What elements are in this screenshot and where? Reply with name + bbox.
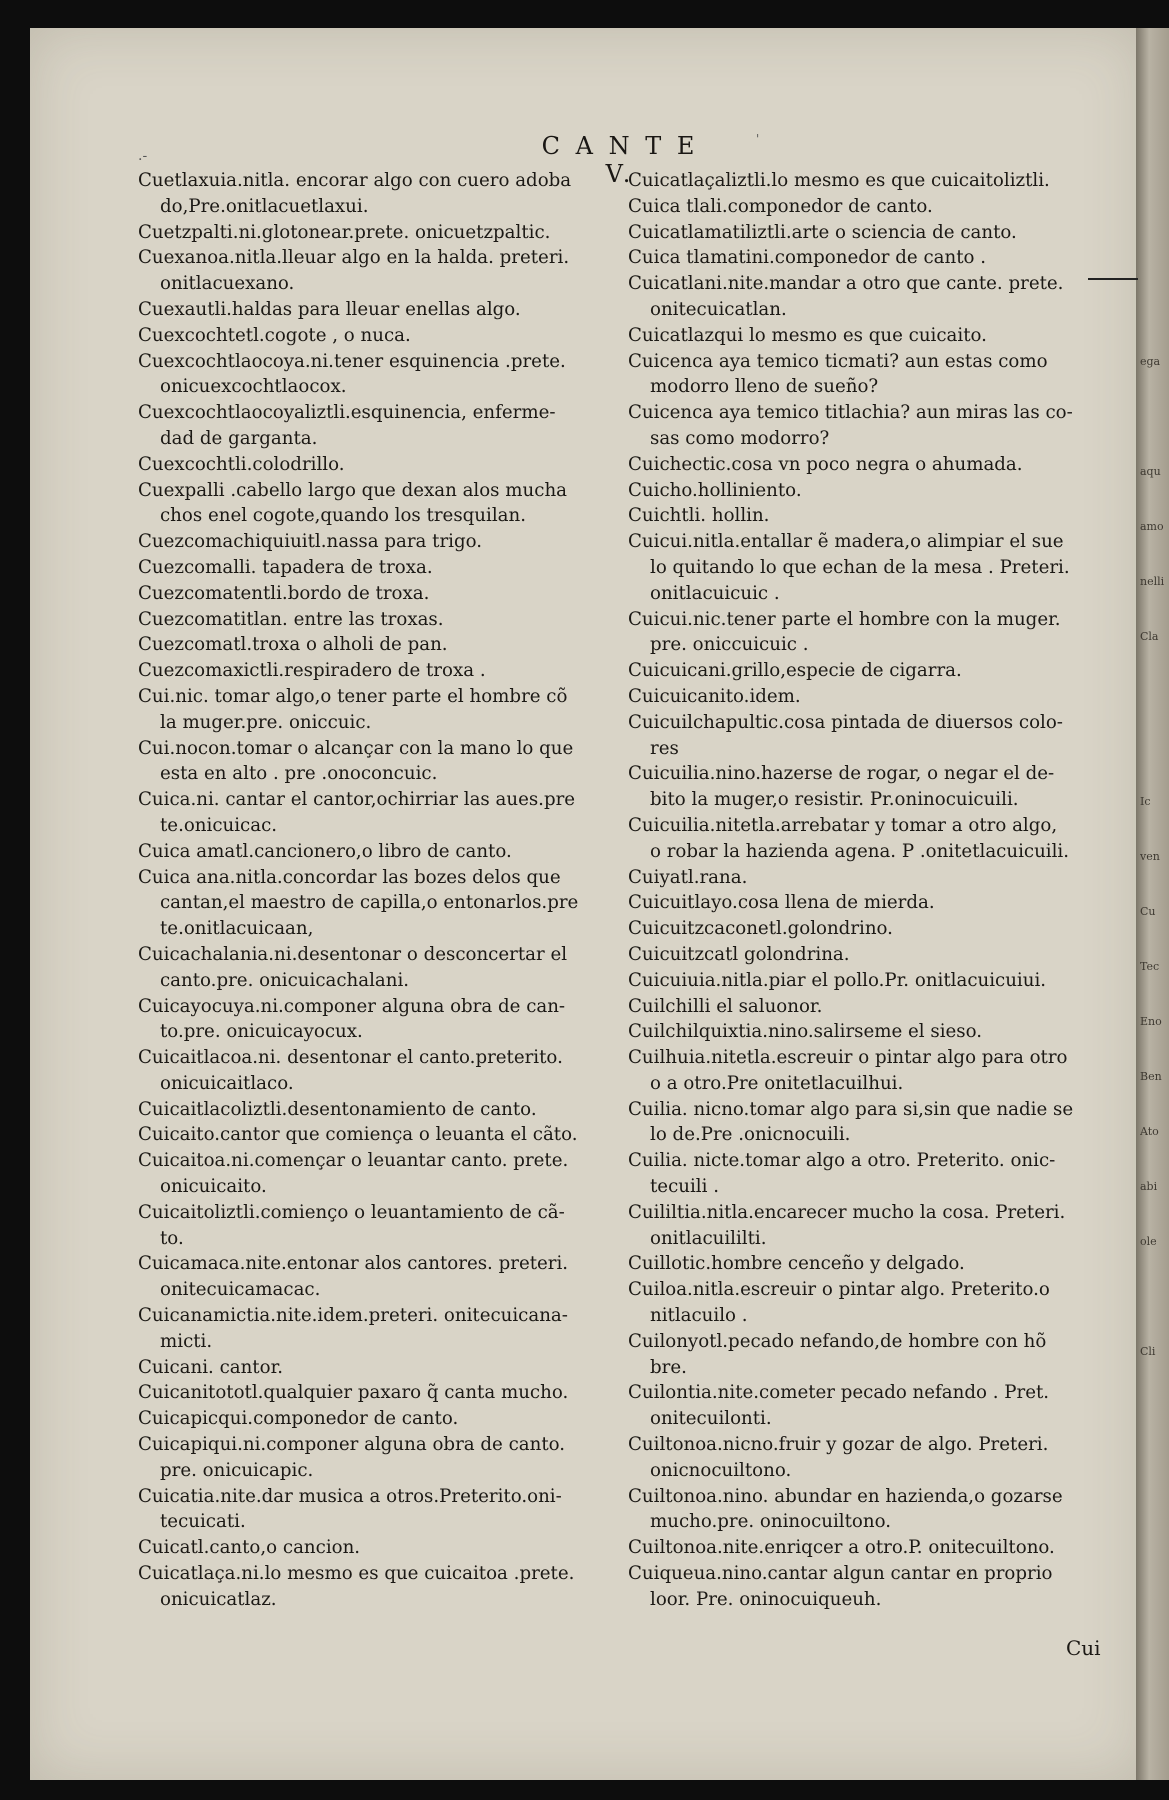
entry-headline: Cuicuilchapultic.cosa pintada de diuersos colo-	[628, 711, 1063, 733]
entry-continuation: tecuicati.	[160, 1511, 246, 1533]
dictionary-entry	[628, 1019, 1108, 1045]
entry-headline: Cuicuitzcaconetl.golondrino.	[628, 918, 893, 940]
entry-headline: Cuiltonoa.nicno.fruir y gozar de algo. Preteri.	[628, 1434, 1049, 1456]
entry-continuation: te.onicuicac.	[160, 814, 278, 836]
right-column	[628, 168, 1108, 1613]
entry-headline: Cuica.ni. cantar el cantor,ochirriar las aues.pre	[138, 789, 576, 811]
dictionary-entry	[628, 503, 1108, 529]
edge-fragment: ole	[1140, 1235, 1157, 1248]
entry-headline: Cuilontia.nite.cometer pecado nefando . Pret.	[628, 1382, 1050, 1404]
entry-headline: Cuilia. nicte.tomar algo a otro. Preterito. onic-	[628, 1150, 1056, 1172]
entry-headline: Cuicuitlayo.cosa llena de mierda.	[628, 892, 935, 914]
entry-headline: Cuezcomaxictli.respiradero de troxa .	[138, 660, 486, 682]
dictionary-entry	[138, 452, 618, 478]
edge-fragment: aqu	[1140, 465, 1161, 478]
dictionary-entry	[628, 1277, 1108, 1329]
entry-continuation: do,Pre.onitlacuetlaxui.	[160, 195, 369, 217]
entry-headline: Cuililtia.nitla.encarecer mucho la cosa. Preteri.	[628, 1201, 1066, 1223]
entry-continuation: to.pre. onicuicayocux.	[160, 1021, 363, 1043]
catchword: Cui	[1066, 1636, 1101, 1660]
dictionary-entry	[138, 839, 618, 865]
dictionary-entry	[628, 1561, 1108, 1613]
edge-fragment: Eno	[1140, 1015, 1162, 1028]
dictionary-entry	[138, 1484, 618, 1536]
entry-continuation: lo de.Pre .onicnocuili.	[650, 1124, 851, 1146]
dictionary-entry	[628, 658, 1108, 684]
entry-headline: Cuicatlazqui lo mesmo es que cuicaito.	[628, 324, 987, 346]
entry-headline: Cuicatlani.nite.mandar a otro que cante. prete.	[628, 273, 1064, 295]
dictionary-entry	[138, 1251, 618, 1303]
left-column	[138, 168, 618, 1613]
dictionary-entry	[628, 1097, 1108, 1149]
entry-headline: Cuica tlali.componedor de canto.	[628, 195, 933, 217]
margin-dash-mark	[1088, 278, 1138, 280]
edge-fragment: nelli	[1140, 575, 1165, 588]
edge-fragment: ega	[1140, 355, 1161, 368]
entry-continuation: modorro lleno de sueño?	[650, 376, 879, 398]
dictionary-entry	[628, 220, 1108, 246]
dictionary-entry	[628, 994, 1108, 1020]
dictionary-entry	[138, 1122, 618, 1148]
entry-continuation: onicuicaitlaco.	[160, 1072, 294, 1094]
edge-fragment: Cli	[1140, 1345, 1156, 1358]
dictionary-entry	[628, 245, 1108, 271]
entry-continuation: o a otro.Pre onitetlacuilhui.	[650, 1072, 904, 1094]
entry-headline: Cuicui.nic.tener parte el hombre con la muger.	[628, 608, 1061, 630]
entry-continuation: nitlacuilo .	[650, 1305, 748, 1327]
entry-headline: Cuilchilli el saluonor.	[628, 995, 823, 1017]
dictionary-entry	[628, 271, 1108, 323]
edge-fragment: Ben	[1140, 1070, 1162, 1083]
entry-headline: Cuicani. cantor.	[138, 1356, 284, 1378]
dictionary-entry	[628, 1535, 1108, 1561]
dictionary-entry	[138, 994, 618, 1046]
entry-headline: Cuillotic.hombre cenceño y delgado.	[628, 1253, 965, 1275]
dictionary-entry	[138, 632, 618, 658]
dictionary-entry	[628, 1251, 1108, 1277]
dictionary-entry	[138, 865, 618, 942]
dictionary-entry	[138, 323, 618, 349]
edge-fragment: Ic	[1140, 795, 1151, 808]
entry-headline: Cuexcochtetl.cogote , o nuca.	[138, 324, 411, 346]
entry-headline: Cuicamaca.nite.entonar alos cantores. preteri.	[138, 1253, 569, 1275]
entry-headline: Cuilia. nicno.tomar algo para si,sin que nadie se	[628, 1098, 1074, 1120]
entry-headline: Cuexcochtlaocoya.ni.tener esquinencia .prete.	[138, 350, 566, 372]
dictionary-entry	[138, 1303, 618, 1355]
dictionary-entry	[138, 478, 618, 530]
dictionary-entry	[628, 890, 1108, 916]
dictionary-entry	[628, 710, 1108, 762]
entry-headline: Cuicapiqui.ni.componer alguna obra de canto.	[138, 1434, 566, 1456]
dictionary-entry	[138, 1561, 618, 1613]
dictionary-entry	[628, 968, 1108, 994]
edge-fragment: Cla	[1140, 630, 1159, 643]
entry-headline: Cuexanoa.nitla.lleuar algo en la halda. preteri.	[138, 247, 570, 269]
edge-fragment: ven	[1140, 850, 1160, 863]
entry-headline: Cuicuilia.nitetla.arrebatar y tomar a otro algo,	[628, 814, 1058, 836]
dictionary-entry	[138, 297, 618, 323]
entry-headline: Cuicuicani.grillo,especie de cigarra.	[628, 660, 962, 682]
entry-continuation: onitlacuicuic .	[650, 582, 780, 604]
dictionary-entry	[628, 684, 1108, 710]
entry-headline: Cuicapicqui.componedor de canto.	[138, 1408, 459, 1430]
dictionary-entry	[138, 1045, 618, 1097]
entry-headline: Cuilchilquixtia.nino.salirseme el sieso.	[628, 1021, 983, 1043]
entry-headline: Cuica ana.nitla.concordar las bozes delos que	[138, 866, 561, 888]
entry-headline: Cuicaitoliztli.comienço o leuantamiento de cã-	[138, 1201, 565, 1223]
dictionary-entry	[138, 349, 618, 401]
entry-headline: Cuicatlaça.ni.lo mesmo es que cuicaitoa .prete.	[138, 1563, 575, 1585]
entry-headline: Cuica amatl.cancionero,o libro de canto.	[138, 840, 512, 862]
entry-continuation: lo quitando lo que echan de la mesa . Preteri.	[650, 556, 1070, 578]
entry-continuation: onitlacuililti.	[650, 1227, 767, 1249]
entry-headline: Cuilhuia.nitetla.escreuir o pintar algo para otro	[628, 1047, 1068, 1069]
entry-headline: Cuica tlamatini.componedor de canto .	[628, 247, 987, 269]
dictionary-entry	[138, 1097, 618, 1123]
dictionary-entry	[138, 168, 618, 220]
entry-headline: Cuicatlamatiliztli.arte o sciencia de canto.	[628, 221, 1017, 243]
entry-continuation: onicuicatlaz.	[160, 1588, 277, 1610]
entry-headline: Cuicenca aya temico ticmati? aun estas como	[628, 350, 1048, 372]
dictionary-entry	[138, 1148, 618, 1200]
entry-continuation: onicuexcochtlaocox.	[160, 376, 347, 398]
entry-continuation: la muger.pre. oniccuic.	[160, 711, 372, 733]
entry-continuation: onicnocuiltono.	[650, 1459, 792, 1481]
entry-headline: Cuezcomatitlan. entre las troxas.	[138, 608, 444, 630]
dictionary-entry	[138, 1432, 618, 1484]
dictionary-entry	[138, 658, 618, 684]
entry-continuation: bre.	[650, 1356, 687, 1378]
entry-headline: Cuichtli. hollin.	[628, 505, 770, 527]
entry-headline: Cuilonyotl.pecado nefando,de hombre con hõ	[628, 1330, 1047, 1352]
dictionary-entry	[138, 555, 618, 581]
entry-continuation: chos enel cogote,quando los tresquilan.	[160, 505, 526, 527]
dictionary-entry	[138, 787, 618, 839]
entry-continuation: to.	[160, 1227, 184, 1249]
dictionary-entry	[628, 194, 1108, 220]
entry-headline: Cuicaitoa.ni.començar o leuantar canto. prete.	[138, 1150, 569, 1172]
dictionary-entry	[138, 1535, 618, 1561]
dictionary-entry	[138, 1355, 618, 1381]
entry-headline: Cuicatlaçaliztli.lo mesmo es que cuicaitoliztli.	[628, 170, 1050, 191]
entry-headline: Cuiyatl.rana.	[628, 866, 748, 888]
entry-headline: Cuezcomachiquiuitl.nassa para trigo.	[138, 531, 483, 553]
dictionary-entry	[628, 1329, 1108, 1381]
dictionary-entry	[628, 1148, 1108, 1200]
dictionary-entry	[138, 245, 618, 297]
entry-continuation: dad de garganta.	[160, 427, 318, 449]
entry-headline: Cuicuilia.nino.hazerse de rogar, o negar el de-	[628, 763, 1055, 785]
dictionary-entry	[628, 168, 1108, 194]
dictionary-entry	[138, 942, 618, 994]
entry-headline: Cui.nocon.tomar o alcançar con la mano lo que	[138, 737, 574, 759]
entry-continuation: bito la muger,o resistir. Pr.oninocuicuili.	[650, 789, 1019, 811]
edge-fragment: amo	[1140, 520, 1164, 533]
dictionary-entry	[628, 478, 1108, 504]
entry-headline: Cuezcomatentli.bordo de troxa.	[138, 582, 430, 604]
entry-continuation: esta en alto . pre .onoconcuic.	[160, 763, 438, 785]
entry-continuation: o robar la hazienda agena. P .onitetlacuicuili.	[650, 840, 1070, 862]
entry-continuation: onitecuicamacac.	[160, 1279, 321, 1301]
dictionary-entry	[138, 684, 618, 736]
dictionary-entry	[628, 349, 1108, 401]
edge-fragment: Cu	[1140, 905, 1156, 918]
entry-headline: Cuiltonoa.nino. abundar en hazienda,o gozarse	[628, 1485, 1063, 1507]
dictionary-entry	[138, 400, 618, 452]
dictionary-entry	[138, 581, 618, 607]
entry-headline: Cui.nic. tomar algo,o tener parte el hombre cõ	[138, 685, 568, 707]
entry-continuation: canto.pre. onicuicachalani.	[160, 969, 410, 991]
entry-headline: Cuexautli.haldas para lleuar enellas algo.	[138, 298, 521, 320]
edge-fragment: Tec	[1140, 960, 1160, 973]
dictionary-entry	[138, 1380, 618, 1406]
entry-continuation: res	[650, 737, 679, 759]
entry-continuation: pre. onicuicapic.	[160, 1459, 314, 1481]
entry-continuation: pre. oniccuicuic .	[650, 634, 809, 656]
dictionary-entry	[628, 916, 1108, 942]
dictionary-entry	[628, 1200, 1108, 1252]
entry-continuation: onitecuilonti.	[650, 1408, 772, 1430]
entry-headline: Cuexcochtlaocoyaliztli.esquinencia, enferme-	[138, 402, 556, 424]
entry-headline: Cuetlaxuia.nitla. encorar algo con cuero adoba	[138, 170, 572, 191]
entry-headline: Cuexpalli .cabello largo que dexan alos mucha	[138, 479, 568, 501]
entry-headline: Cuicuitzcatl golondrina.	[628, 943, 850, 965]
dictionary-entry	[628, 1380, 1108, 1432]
dictionary-entry	[138, 736, 618, 788]
edge-fragment: Ato	[1140, 1125, 1159, 1138]
header-mark-left: .-	[138, 148, 148, 164]
entry-headline: Cuicachalania.ni.desentonar o desconcertar el	[138, 943, 568, 965]
entry-headline: Cuiloa.nitla.escreuir o pintar algo. Preterito.o	[628, 1279, 1050, 1301]
facing-page-edge	[1136, 28, 1169, 1780]
dictionary-entry	[628, 942, 1108, 968]
entry-continuation: onitecuicatlan.	[650, 298, 787, 320]
entry-continuation: micti.	[160, 1330, 213, 1352]
header-mark-right: '	[756, 132, 760, 146]
dictionary-entry	[628, 529, 1108, 606]
dictionary-entry	[628, 400, 1108, 452]
dictionary-entry	[628, 865, 1108, 891]
entry-headline: Cuicenca aya temico titlachia? aun miras las co-	[628, 402, 1073, 424]
entry-headline: Cuicui.nitla.entallar ẽ madera,o alimpiar el sue	[628, 531, 1064, 553]
entry-headline: Cuicayocuya.ni.componer alguna obra de can-	[138, 995, 566, 1017]
dictionary-entry	[138, 529, 618, 555]
entry-continuation: loor. Pre. oninocuiqueuh.	[650, 1588, 882, 1610]
entry-headline: Cuichectic.cosa vn poco negra o ahumada.	[628, 453, 1023, 475]
dictionary-entry	[628, 607, 1108, 659]
running-header: C A N T E V.	[541, 132, 699, 188]
entry-headline: Cuicuiuia.nitla.piar el pollo.Pr. onitlacuicuiui.	[628, 969, 1047, 991]
entry-headline: Cuicanitototl.qualquier paxaro q̃ canta mucho.	[138, 1382, 569, 1404]
dictionary-entry	[628, 1045, 1108, 1097]
entry-continuation: onicuicaito.	[160, 1176, 267, 1198]
dictionary-entry	[138, 1406, 618, 1432]
dictionary-entry	[628, 323, 1108, 349]
entry-headline: Cuicho.holliniento.	[628, 479, 802, 501]
entry-continuation: te.onitlacuicaan,	[160, 918, 314, 940]
entry-headline: Cuexcochtli.colodrillo.	[138, 453, 345, 475]
entry-continuation: cantan,el maestro de capilla,o entonarlos.pre	[160, 892, 579, 914]
entry-headline: Cuiqueua.nino.cantar algun cantar en proprio	[628, 1563, 1053, 1585]
entry-headline: Cuicatia.nite.dar musica a otros.Preterito.oni-	[138, 1485, 562, 1507]
entry-headline: Cuicanamictia.nite.idem.preteri. onitecuicana-	[138, 1305, 568, 1327]
entry-continuation: tecuili .	[650, 1176, 719, 1198]
dictionary-entry	[628, 813, 1108, 865]
entry-headline: Cuicatl.canto,o cancion.	[138, 1537, 361, 1559]
dictionary-entry	[628, 452, 1108, 478]
entry-continuation: sas como modorro?	[650, 427, 830, 449]
entry-headline: Cuicaito.cantor que comiença o leuanta el cãto.	[138, 1124, 578, 1146]
entry-headline: Cuicaitlacoa.ni. desentonar el canto.preterito.	[138, 1047, 563, 1069]
edge-fragment: abi	[1140, 1180, 1158, 1193]
dictionary-entry	[628, 1432, 1108, 1484]
entry-continuation: onitlacuexano.	[160, 273, 295, 295]
entry-headline: Cuicuicanito.idem.	[628, 685, 801, 707]
entry-headline: Cuetzpalti.ni.glotonear.prete. onicuetzpaltic.	[138, 221, 551, 243]
dictionary-entry	[138, 220, 618, 246]
entry-headline: Cuicaitlacoliztli.desentonamiento de canto.	[138, 1098, 537, 1120]
dictionary-entry	[628, 1484, 1108, 1536]
entry-headline: Cuezcomatl.troxa o alholi de pan.	[138, 634, 448, 656]
entry-headline: Cuezcomalli. tapadera de troxa.	[138, 556, 433, 578]
entry-headline: Cuiltonoa.nite.enriqcer a otro.P. onitecuiltono.	[628, 1537, 1055, 1559]
dictionary-entry	[628, 761, 1108, 813]
dictionary-entry	[138, 607, 618, 633]
dictionary-entry	[138, 1200, 618, 1252]
entry-continuation: mucho.pre. oninocuiltono.	[650, 1511, 891, 1533]
